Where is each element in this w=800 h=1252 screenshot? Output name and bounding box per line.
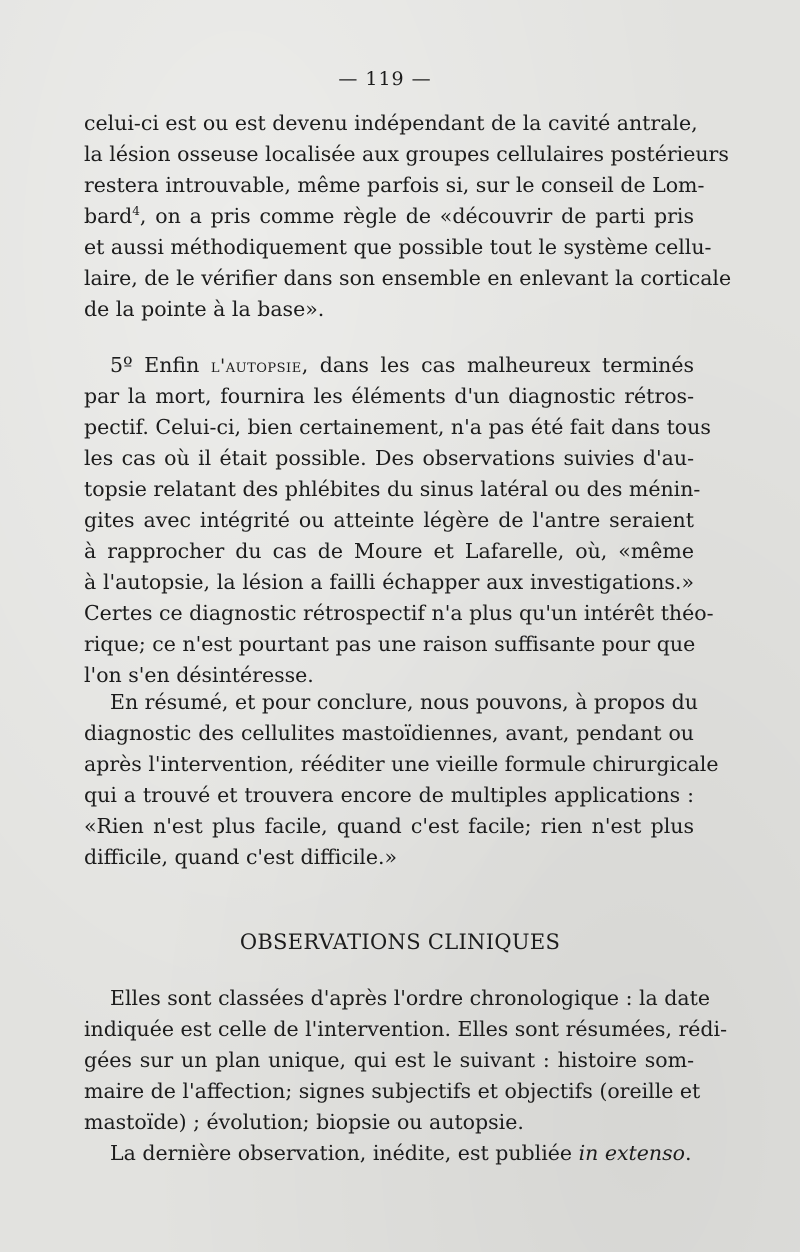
page-number: — 119 — bbox=[338, 68, 432, 90]
text-line: gites avec intégrité ou atteinte légère de l'antre seraient bbox=[84, 508, 694, 532]
text-line: de la pointe à la base». bbox=[84, 297, 325, 321]
text-line: maire de l'affection; signes subjectifs et objectifs (oreille et bbox=[84, 1079, 701, 1103]
text-line bbox=[110, 1138, 694, 1169]
text-line: la lésion osseuse localisée aux groupes cellulaires postérieurs bbox=[84, 142, 729, 166]
text-line: à rapprocher du cas de Moure et Lafarelle, où, «même bbox=[84, 539, 694, 563]
line-text: 5º Enfin bbox=[110, 353, 200, 377]
text-line: diagnostic des cellulites mastoïdiennes, avant, pendant ou bbox=[84, 721, 694, 745]
line-text: , dans les cas malheureux terminés bbox=[301, 353, 694, 377]
text-line: Certes ce diagnostic rétrospectif n'a plus qu'un intérêt théo- bbox=[84, 601, 714, 625]
text-line: restera introuvable, même parfois si, sur le conseil de Lom- bbox=[84, 173, 705, 197]
small-caps-term: l'autopsie bbox=[210, 355, 302, 377]
line-text: La dernière observation, inédite, est publiée bbox=[110, 1141, 573, 1165]
text-line bbox=[110, 350, 694, 382]
footnote-marker: 4 bbox=[132, 204, 140, 219]
text-line: difficile, quand c'est difficile.» bbox=[84, 845, 398, 869]
text-line: topsie relatant des phlébites du sinus latéral ou des ménin- bbox=[84, 477, 701, 501]
text-line: l'on s'en désintéresse. bbox=[84, 663, 314, 687]
line-text: , on a pris comme règle de «découvrir de parti pris bbox=[139, 204, 694, 228]
text-line: gées sur un plan unique, qui est le suivant : histoire som- bbox=[84, 1048, 694, 1072]
text-line: après l'intervention, rééditer une vieille formule chirurgicale bbox=[84, 752, 719, 776]
text-line: à l'autopsie, la lésion a failli échapper aux investigations.» bbox=[84, 570, 694, 594]
text-line: les cas où il était possible. Des observations suivies d'au- bbox=[84, 446, 694, 470]
text-line: qui a trouvé et trouvera encore de multiples applications : bbox=[84, 783, 694, 807]
text-line: celui-ci est ou est devenu indépendant de la cavité antrale, bbox=[84, 111, 698, 135]
line-text: bard bbox=[84, 204, 133, 228]
line-text: . bbox=[684, 1141, 692, 1165]
text-line: mastoïde) ; évolution; biopsie ou autopsie. bbox=[84, 1110, 524, 1134]
italic-term: in extenso bbox=[578, 1141, 685, 1165]
text-line: Elles sont classées d'après l'ordre chronologique : la date bbox=[110, 986, 710, 1010]
text-line: par la mort, fournira les éléments d'un diagnostic rétros- bbox=[84, 384, 694, 408]
text-line: En résumé, et pour conclure, nous pouvons, à propos du bbox=[110, 690, 699, 714]
text-line: laire, de le vérifier dans son ensemble en enlevant la corticale bbox=[84, 266, 732, 290]
section-heading: OBSERVATIONS CLINIQUES bbox=[239, 930, 561, 954]
text-line: indiquée est celle de l'intervention. Elles sont résumées, rédi- bbox=[84, 1017, 728, 1041]
text-line: et aussi méthodiquement que possible tout le système cellu- bbox=[84, 235, 712, 259]
text-line: rique; ce n'est pourtant pas une raison suffisante pour que bbox=[84, 632, 696, 656]
text-line: pectif. Celui-ci, bien certainement, n'a pas été fait dans tous bbox=[84, 415, 711, 439]
text-line bbox=[84, 201, 694, 232]
text-line: «Rien n'est plus facile, quand c'est facile; rien n'est plus bbox=[84, 814, 694, 838]
